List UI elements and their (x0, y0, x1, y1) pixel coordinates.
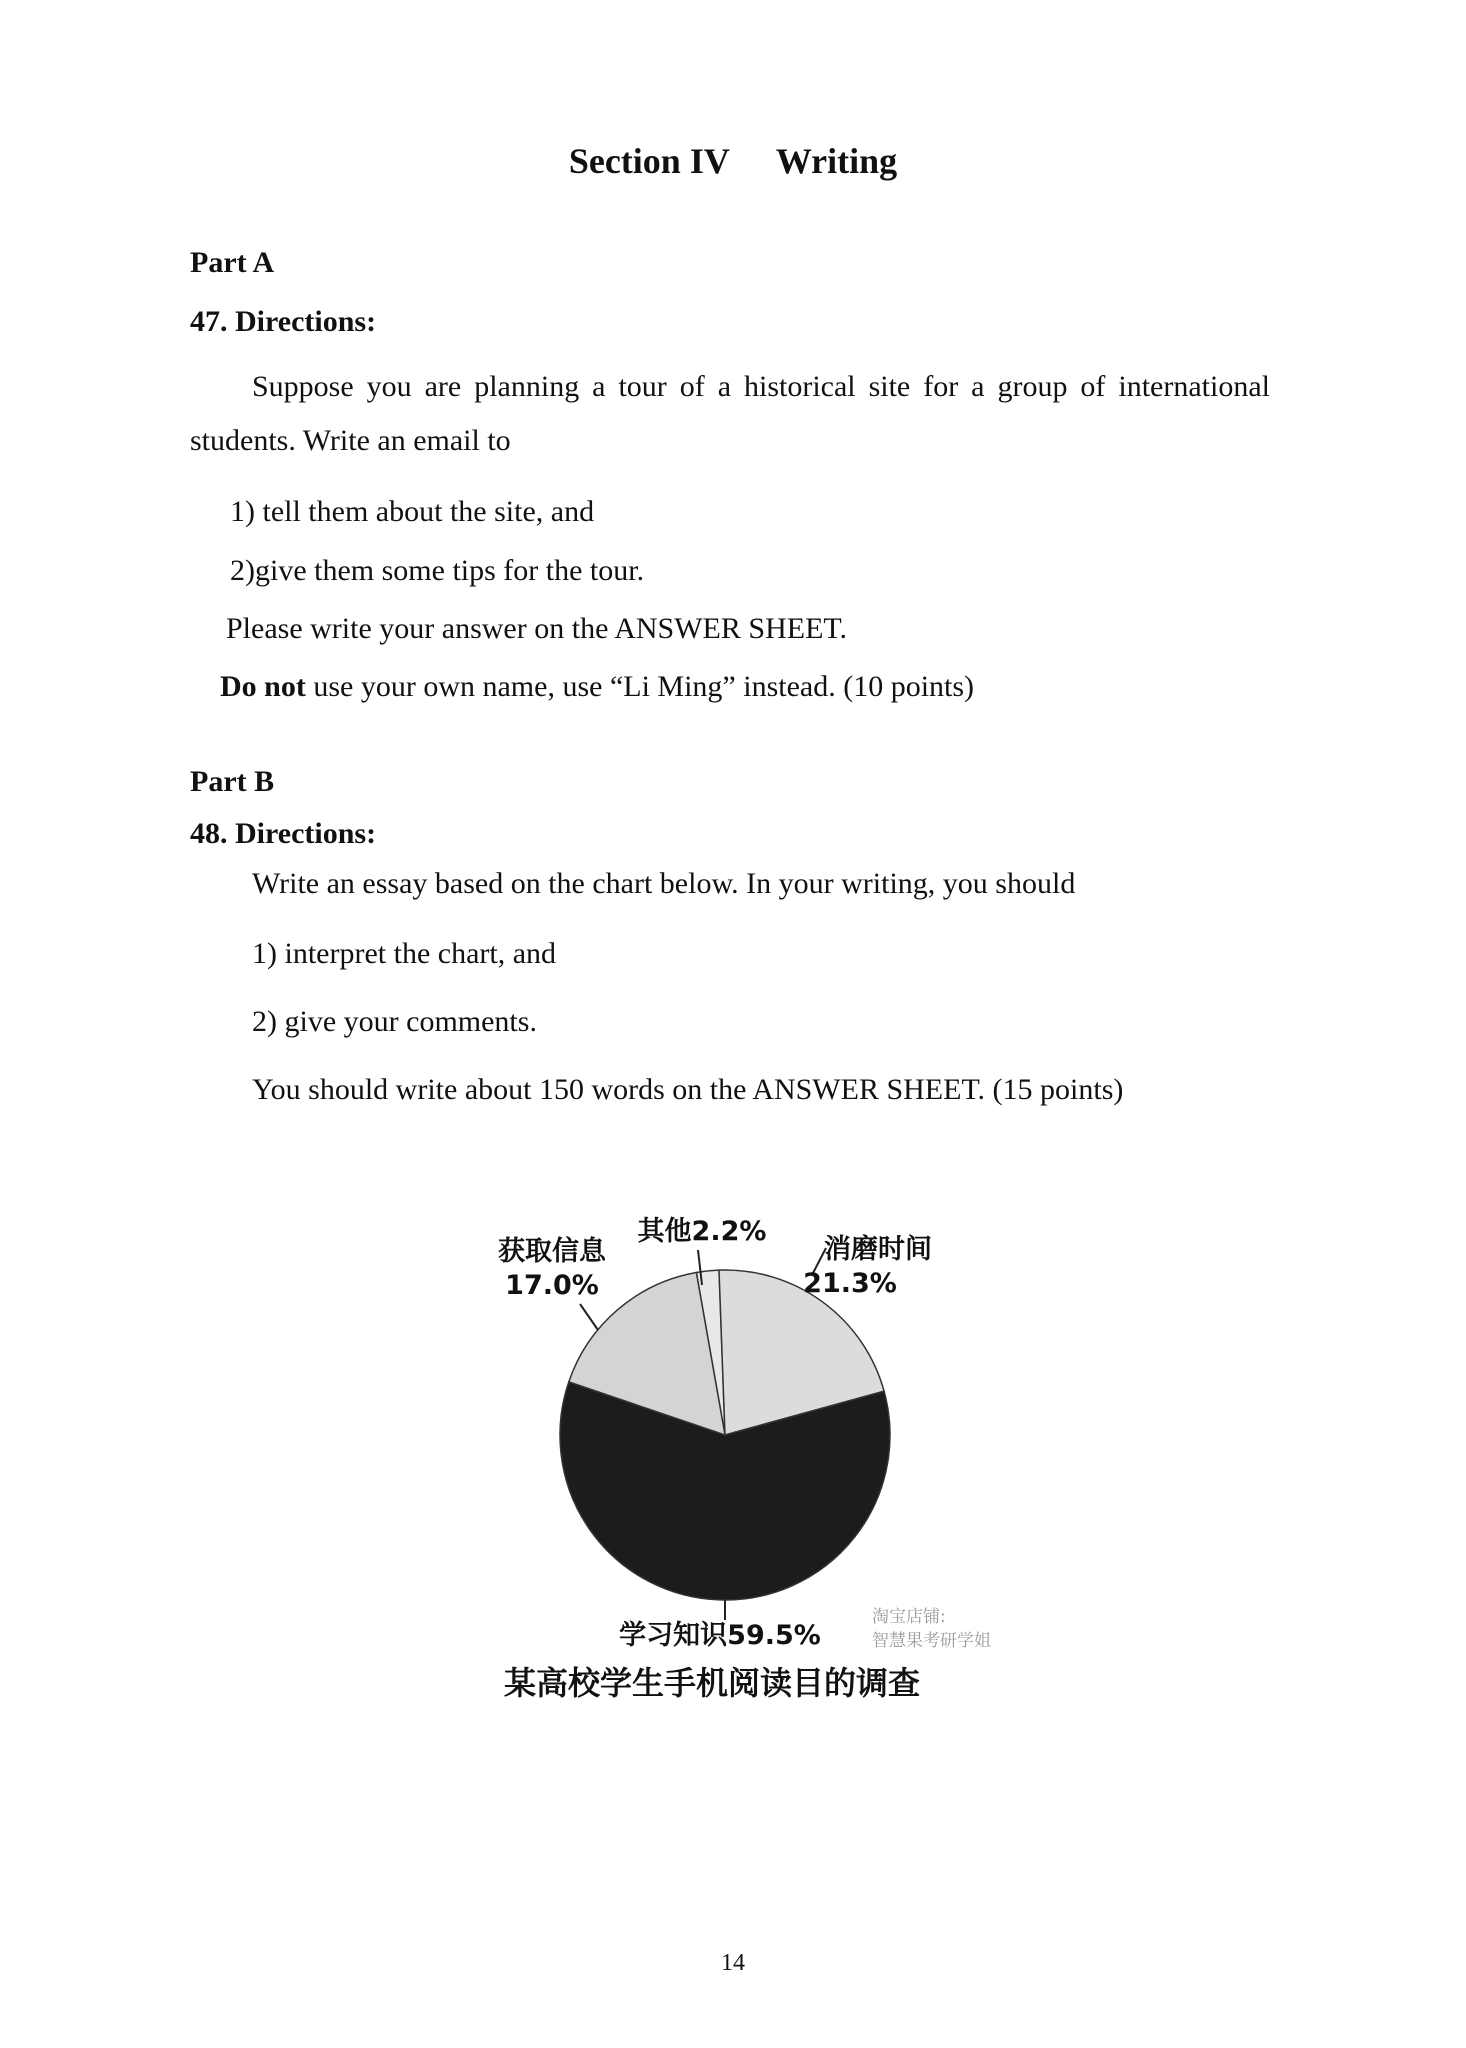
page-number: 14 (721, 1950, 745, 1976)
part-b-directions: 48. Directions: (190, 817, 377, 850)
section-title (0, 140, 1466, 182)
section-label: Section IV (568, 141, 730, 181)
label-info-name: 获取信息 (498, 1236, 606, 1267)
part-b-heading: Part B (190, 765, 275, 798)
part-a-heading: Part A (190, 246, 275, 279)
part-a-item-1: 1) tell them about the site, and (230, 495, 595, 528)
label-time-name: 消磨时间 (824, 1234, 932, 1265)
label-other: 其他2.2% (637, 1216, 767, 1247)
label-info-value: 17.0% (505, 1270, 599, 1301)
leader-info (580, 1304, 598, 1330)
part-a-name-rule (220, 670, 974, 704)
part-b-intro: Write an essay based on the chart below. In your writing, you should (252, 867, 1076, 900)
watermark-line-1: 淘宝店铺: (872, 1607, 946, 1627)
do-not-emphasis: Do not (220, 670, 306, 703)
part-b-item-2: 2) give your comments. (252, 1005, 537, 1038)
part-a-instruction: Please write your answer on the ANSWER SHEET. (226, 612, 847, 645)
part-a-directions: 47. Directions: (190, 305, 377, 338)
label-study: 学习知识59.5% (619, 1620, 821, 1651)
pie-slices (560, 1270, 890, 1600)
pie-chart (470, 1200, 1070, 1700)
watermark-line-2: 智慧果考研学姐 (872, 1631, 991, 1651)
part-a-item-2: 2)give them some tips for the tour. (230, 554, 645, 587)
section-name: Writing (775, 141, 898, 181)
part-b-instruction: You should write about 150 words on the ANSWER SHEET. (15 points) (252, 1073, 1124, 1106)
chart-title: 某高校学生手机阅读目的调查 (503, 1664, 921, 1700)
part-a-intro: Suppose you are planning a tour of a historical site for a group of international students. Write an email to (190, 370, 1270, 457)
label-time-value: 21.3% (803, 1268, 897, 1299)
part-b-item-1: 1) interpret the chart, and (252, 937, 557, 970)
name-rule-text: use your own name, use “Li Ming” instead. (10 points) (305, 670, 975, 703)
